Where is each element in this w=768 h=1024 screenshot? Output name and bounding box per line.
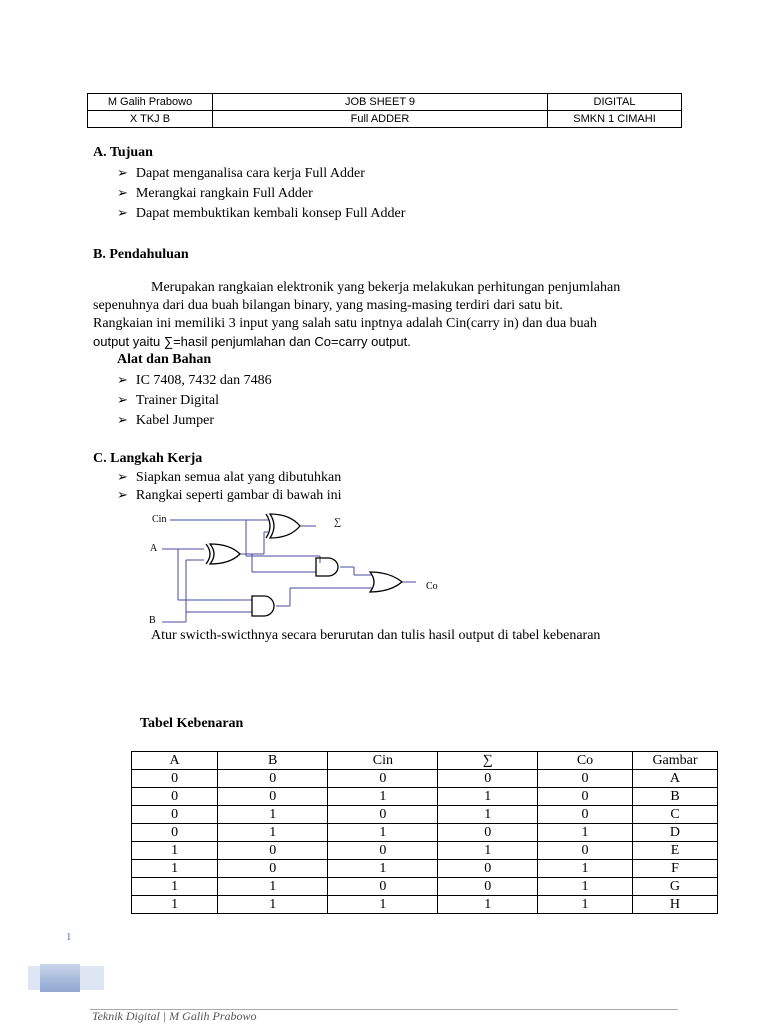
cell: 0 — [438, 878, 538, 896]
school-cell: SMKN 1 CIMAHI — [548, 111, 682, 128]
paragraph-line: Rangkaian ini memiliki 3 input yang salah satu inptnya adalah Cin(carry in) dan dua buah — [93, 316, 597, 331]
cell: 1 — [438, 806, 538, 824]
col-header: ∑ — [438, 752, 538, 770]
table-row — [132, 770, 718, 788]
cell: 0 — [132, 824, 218, 842]
table-row — [132, 896, 718, 914]
cell: 1 — [132, 860, 218, 878]
table-row — [132, 788, 718, 806]
cell: 1 — [538, 896, 633, 914]
section-a-title: A. Tujuan — [93, 145, 153, 160]
cell: E — [632, 842, 717, 860]
cell: B — [632, 788, 717, 806]
cell: 0 — [328, 842, 438, 860]
header-table — [87, 93, 682, 128]
cell: 0 — [218, 842, 328, 860]
cell: 1 — [328, 788, 438, 806]
col-header: Gambar — [632, 752, 717, 770]
cell: 0 — [538, 842, 633, 860]
paragraph-line: output yaitu ∑=hasil penjumlahan dan Co=carry output. — [93, 334, 411, 349]
cell: 0 — [438, 824, 538, 842]
cell: F — [632, 860, 717, 878]
cell: 0 — [218, 770, 328, 788]
jobsheet-cell: JOB SHEET 9 — [213, 94, 548, 111]
cell: 0 — [132, 770, 218, 788]
truth-table-title: Tabel Kebenaran — [140, 716, 244, 731]
topic-cell: Full ADDER — [213, 111, 548, 128]
col-header: Co — [538, 752, 633, 770]
cell: 1 — [218, 878, 328, 896]
footer-ribbon-icon — [28, 962, 104, 994]
class-cell: X TKJ B — [88, 111, 213, 128]
cell: 0 — [538, 806, 633, 824]
b-label: B — [149, 615, 156, 626]
author-cell: M Galih Prabowo — [88, 94, 213, 111]
cell: 1 — [438, 788, 538, 806]
cell: 0 — [438, 770, 538, 788]
cell: 0 — [328, 770, 438, 788]
cell: 1 — [132, 896, 218, 914]
col-header: Cin — [328, 752, 438, 770]
cell: C — [632, 806, 717, 824]
cell: 0 — [538, 788, 633, 806]
list-item: ➢ Dapat menganalisa cara kerja Full Adder — [117, 165, 365, 181]
footer-text: Teknik Digital | M Galih Prabowo — [92, 1009, 257, 1023]
cell: 1 — [218, 806, 328, 824]
a-label: A — [150, 543, 158, 554]
paragraph-line: sepenuhnya dari dua buah bilangan binary, yang masing-masing terdiri dari satu bit. — [93, 298, 563, 313]
section-c-title: C. Langkah Kerja — [93, 451, 203, 466]
table-row — [132, 842, 718, 860]
paragraph-line: Merupakan rangkaian elektronik yang bekerja melakukan perhitungan penjumlahan — [151, 280, 621, 295]
cell: 1 — [328, 860, 438, 878]
cell: 0 — [132, 806, 218, 824]
table-row — [132, 878, 718, 896]
table-row — [132, 806, 718, 824]
instruction-text: Atur swicth-swicthnya secara berurutan dan tulis hasil output di tabel kebenaran — [151, 628, 601, 643]
cell: 0 — [328, 806, 438, 824]
cell: 0 — [132, 788, 218, 806]
cell: H — [632, 896, 717, 914]
cell: 1 — [218, 896, 328, 914]
cell: 1 — [328, 896, 438, 914]
list-item: ➢ Siapkan semua alat yang dibutuhkan — [117, 469, 342, 485]
cell: G — [632, 878, 717, 896]
list-item: ➢ Trainer Digital — [117, 392, 219, 408]
list-item: ➢ Dapat membuktikan kembali konsep Full Adder — [117, 205, 406, 221]
list-item: ➢ Kabel Jumper — [117, 412, 215, 428]
cell: 0 — [438, 860, 538, 878]
subject-cell: DIGITAL — [548, 94, 682, 111]
truth-table — [131, 751, 718, 914]
cell: 0 — [538, 770, 633, 788]
cell: D — [632, 824, 717, 842]
table-row — [132, 860, 718, 878]
cin-label: Cin — [152, 514, 167, 525]
cell: 1 — [132, 842, 218, 860]
cell: 1 — [132, 878, 218, 896]
sum-label: ∑ — [334, 517, 342, 528]
cell: 0 — [328, 878, 438, 896]
list-item: ➢ Merangkai rangkain Full Adder — [117, 185, 313, 201]
col-header: B — [218, 752, 328, 770]
col-header: A — [132, 752, 218, 770]
page-number: 1 — [66, 931, 72, 943]
cell: 0 — [218, 788, 328, 806]
full-adder-circuit — [140, 502, 460, 626]
cell: 1 — [438, 896, 538, 914]
list-item: ➢ Rangkai seperti gambar di bawah ini — [117, 487, 342, 503]
cell: 0 — [218, 860, 328, 878]
cell: 1 — [538, 824, 633, 842]
cell: 1 — [538, 878, 633, 896]
co-label: Co — [426, 581, 438, 592]
cell: 1 — [538, 860, 633, 878]
table-header-row — [132, 752, 718, 770]
cell: 1 — [438, 842, 538, 860]
cell: 1 — [328, 824, 438, 842]
cell: 1 — [218, 824, 328, 842]
table-row — [132, 824, 718, 842]
list-item: ➢ IC 7408, 7432 dan 7486 — [117, 372, 272, 388]
cell: A — [632, 770, 717, 788]
section-b-title: B. Pendahuluan — [93, 247, 189, 262]
alat-bahan-title: Alat dan Bahan — [117, 352, 212, 367]
